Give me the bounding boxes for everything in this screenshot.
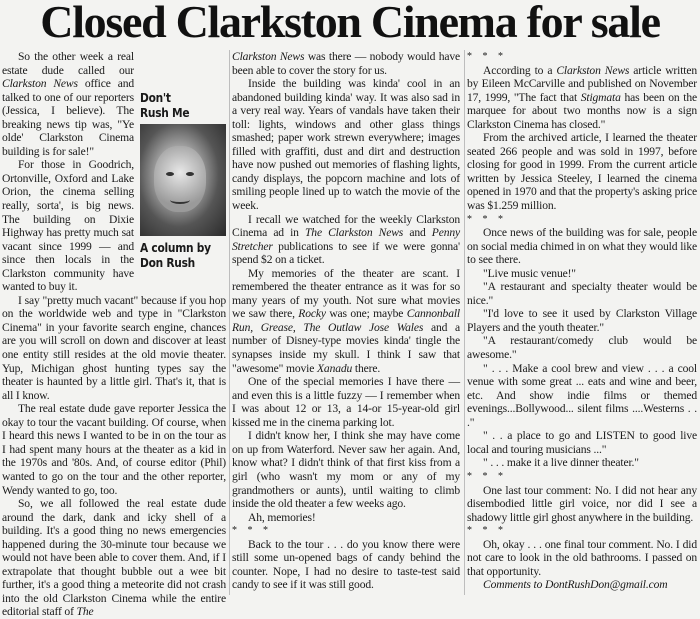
paragraph xyxy=(232,267,460,375)
paragraph xyxy=(232,77,460,212)
paragraph xyxy=(467,456,697,470)
section-break xyxy=(467,213,697,227)
paragraph xyxy=(2,294,226,402)
paragraph xyxy=(467,307,697,334)
italic-title: Xanadu xyxy=(316,361,353,375)
text-run: One last tour comment: No. I did not hear any disembodied little girl voice, nor did I see a shadowy little girl ghost anywhere in the building. xyxy=(467,483,697,524)
article-column-2 xyxy=(232,50,460,592)
byline-line1: A column by xyxy=(140,240,211,255)
text-run: "A restaurant/comedy club would be awesome." xyxy=(467,334,697,362)
contact-line xyxy=(467,578,697,592)
section-break xyxy=(467,524,697,538)
paragraph xyxy=(467,429,697,456)
text-run: "I'd love to see it used by Clarkston Village Players and the youth theater." xyxy=(467,307,697,334)
paragraph xyxy=(2,497,226,619)
text-run: was one; maybe xyxy=(325,307,407,321)
text-run: So, we all followed the real estate dude around the dark, dank and icky shell of a building. It's a good thing no news emergencies happened during the 30-minute tour because we would not have been able to cover them. And, if I extrapolate that thought bubble out a wee bit further, it's a good thing a meteorite did not crash into the old Clarkston Cinema while the entire editorial staff of xyxy=(2,497,226,619)
paragraph xyxy=(467,362,697,430)
text-run: I didn't know her, I think she may have come on up from Waterford. Never saw her again. And, know what? I didn't think of that first kiss from a girl (who wasn't my mom or any of my grandmothers or aunts), until waiting to climb inside the old theater a few weeks ago. xyxy=(232,429,460,511)
article-column-3 xyxy=(467,50,697,592)
column-divider xyxy=(229,50,230,595)
text-run: "Live music venue!" xyxy=(483,266,576,280)
text-run: and a number of Disney-type movies kinda' tingle the synapses inside my skull. I think I saw that "awesome" movie xyxy=(232,320,460,375)
paragraph xyxy=(232,538,460,592)
paragraph xyxy=(467,538,697,579)
text-run: For those in Goodrich, Ortonville, Oxford and Lake Orion, the cinema selling really, sorta', is big news. The building on Dixie Highway has pretty much sat vacant since 1999 — and since then locals in the Clarkston community have wanted to buy it. xyxy=(2,158,134,294)
article-column-1 xyxy=(2,50,226,619)
text-run: * * * xyxy=(467,51,507,62)
italic-title: Rocky xyxy=(298,307,326,321)
text-run: Oh, okay . . . one final tour comment. No. I did not care to look in the old bathrooms. I passed on that opportunity. xyxy=(467,537,697,578)
italic-title: Penny Stretcher xyxy=(232,226,460,253)
section-break xyxy=(232,524,460,538)
text-run: article written by Eileen McCarville and published on November 17, 1999, "The fact that xyxy=(467,63,697,104)
text-run: publications to see if we were gonna' spend $2 on a ticket. xyxy=(232,239,460,267)
column-divider xyxy=(464,50,465,595)
headline: Closed Clarkston Cinema for sale xyxy=(40,0,660,47)
text-run: * * * xyxy=(467,213,507,225)
text-run: I say "pretty much vacant" because if you hop on the worldwide web and type in "Clarkston Cinema" in your favorite search engine, chances are you will scroll on down and discover at least one entity still resides at the old movie theater. Yup, Michigan ghost hunting types say the theater is haunted by a little girl. That's it, that is all I know. xyxy=(2,293,226,402)
paragraph xyxy=(467,334,697,361)
italic-title: The Clarkston News xyxy=(305,226,404,240)
text-run: * * * xyxy=(232,525,272,537)
text-run: has been on the marquee for about two months now is a sign Clarkston Cinema has closed." xyxy=(467,90,697,131)
paragraph xyxy=(467,484,697,525)
columnist-box xyxy=(140,90,226,270)
italic-title: Clarkston News xyxy=(2,77,78,91)
italic-title: Clarkston News xyxy=(556,63,630,77)
text-run: From the archived article, I learned the theater seated 266 people and was sold in 1997, before closing for good in 1999. From the current article written by Jessica Steeley, I learned the cinema opened in 1970 and that the property's asking price was $1.259 million. xyxy=(467,131,697,213)
text-run: * * * xyxy=(467,525,507,537)
italic-title: Stigmata xyxy=(580,90,621,104)
text-run: The real estate dude gave reporter Jessica the okay to tour the vacant building. Of course, when I heard this news I wanted to be in on the tour as I had spent many hours at the theater as a kid in the 1970s and '80s. And, of course editor (Phil) wanted to go on the tour and the other reporter, Wendy wanted to go, too. xyxy=(2,402,226,497)
italic-title: The xyxy=(76,605,94,619)
columnist-photo xyxy=(140,124,226,236)
italic-title: Cannonball Run, Grease, The Outlaw Jose Wales xyxy=(232,307,460,334)
text-run: One of the special memories I have there — and even this is a little fuzzy — I remember when I was about 12 or 13, a 14-or 15-year-old girl kissed me in the cinema parking lot. xyxy=(232,375,460,429)
text-run: According to a xyxy=(483,63,557,77)
paragraph xyxy=(467,267,697,281)
text-run: " . . . Make a cool brew and view . . . a cool venue with some great ... eats and wine and beer, etc. And show indie films or themed evenings...Bollywood... silent films ....Westerns . . ." xyxy=(467,361,697,429)
section-break xyxy=(467,470,697,484)
paragraph xyxy=(467,131,697,212)
paragraph xyxy=(232,429,460,510)
byline-line2: Don Rush xyxy=(140,255,195,270)
paragraph xyxy=(232,213,460,267)
text-run: So the other week a real estate dude called our xyxy=(2,50,134,77)
text-run: and xyxy=(403,226,432,240)
text-run: there. xyxy=(352,361,381,375)
text-run: "A restaurant and specialty theater would be nice." xyxy=(467,280,697,307)
column-name-line1: Don't xyxy=(140,90,171,105)
text-run: office and talked to one of our reporters (Jessica, I believe). The breaking news tip was, "Ye olde' Clarkston Cinema building is for sale!" xyxy=(2,77,134,158)
text-run: Once news of the building was for sale, people on social media chimed in on what they would like to see there. xyxy=(467,226,697,267)
text-run: Comments to DontRushDon@gmail.com xyxy=(483,578,668,592)
paragraph xyxy=(2,402,226,497)
paragraph xyxy=(467,226,697,267)
text-run: Back to the tour . . . do you know there were still some un-opened bags of candy behind the counter. Nope, I had no desire to taste-test said candy to see if it was still good. xyxy=(232,537,460,592)
section-break xyxy=(467,50,697,64)
column-name-line2: Rush Me xyxy=(140,105,190,120)
paragraph xyxy=(467,64,697,132)
text-run: * * * xyxy=(467,470,507,482)
text-run: " . . a place to go and LISTEN to good live local and touring musicians ..." xyxy=(467,429,697,456)
text-run: I recall we watched for the weekly Clarkston Cinema ad in xyxy=(232,212,460,240)
text-run: was there — nobody would have been able to cover the story for us. xyxy=(232,50,460,77)
italic-title: Clarkston News xyxy=(232,50,305,63)
text-run: " . . . make it a live dinner theater." xyxy=(483,456,639,470)
text-run: Ah, memories! xyxy=(248,510,316,524)
text-run: Inside the building was kinda' cool in an abandoned building kinda' way. It was also sad in a very real way. Years of vandals have taken their toll: lights, windows and other glass things smashed; paper work strewn everywhere; images filled with graffiti, dust and dirt and destruction have now pushed out memories of flashing lights, candy displays, the popcorn machine and lots of smiling people lined up to watch the movie of the week. xyxy=(232,77,460,213)
text-run: My memories of the theater are scant. I remembered the theater entrance as it was for so many years of my youth. Not sure what movies we saw there, xyxy=(232,266,460,321)
paragraph xyxy=(467,280,697,307)
paragraph xyxy=(232,511,460,525)
paragraph xyxy=(232,375,460,429)
paragraph xyxy=(232,50,460,77)
